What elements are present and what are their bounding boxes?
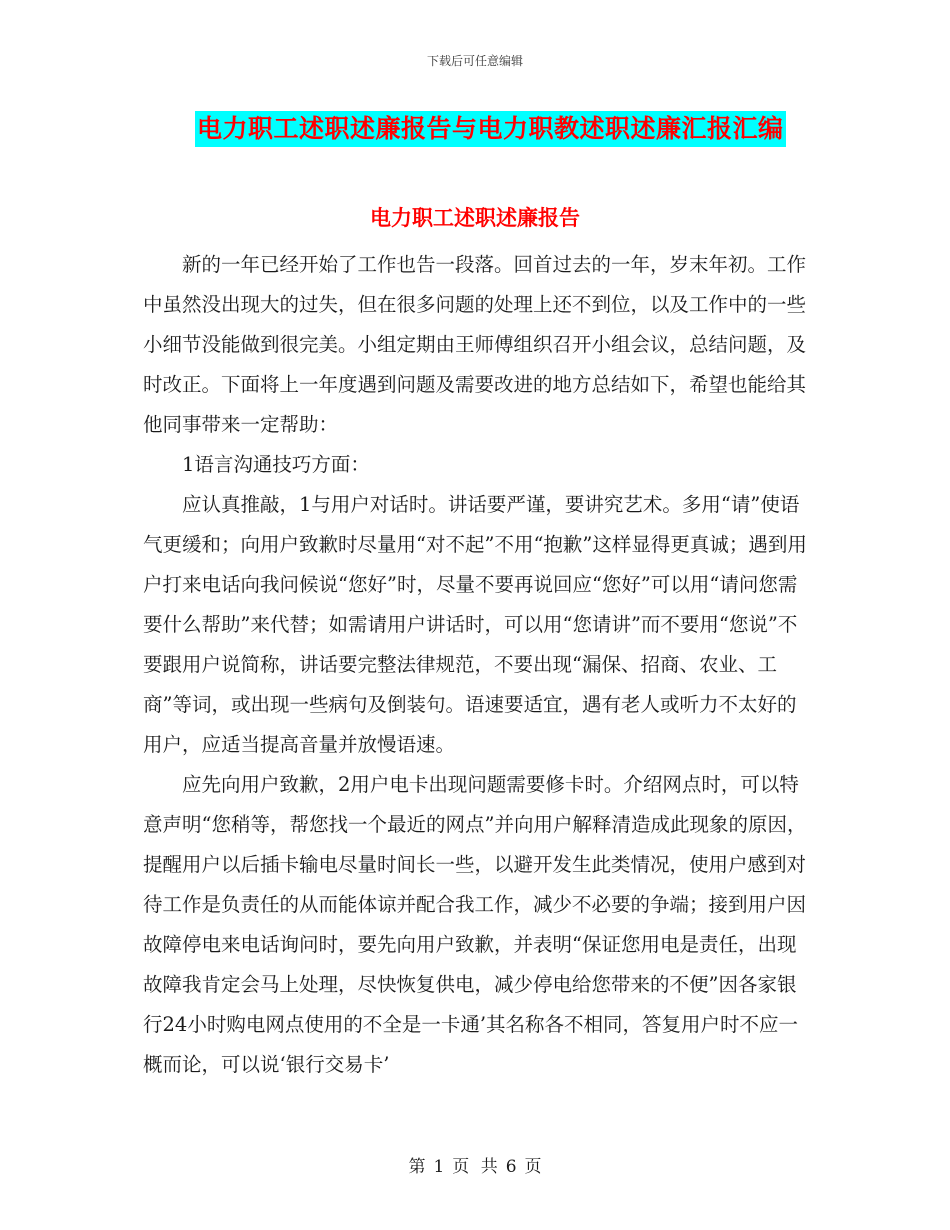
footer-middle: 页 共 bbox=[452, 1157, 498, 1177]
paragraph-communication: 应认真推敲，1与用户对话时。讲话要严谨，要讲究艺术。多用“请”使语气更缓和；向用户致歉时尽量用“对不起”不用“抱歉”这样显得更真诚；遇到用户打来电话向我问候说“您好”时，尽量不要再说回应“您好”可以用“请问您需要什么帮助”来代替；如需请用户讲话时，可以用“您请讲”而不要用“您说”不要跟用户说简称，讲话要完整法律规范，不要出现“漏保、招商、农业、工商”等词，或出现一些病句及倒装句。语速要适宜，遇有老人或听力不太好的用户，应适当提高音量并放慢语速。 bbox=[143, 493, 807, 756]
section-title: 电力职工述职述廉报告 bbox=[370, 206, 580, 230]
footer-total-pages: 6 bbox=[505, 1157, 517, 1177]
paragraph-card-repair: 应先向用户致歉，2用户电卡出现问题需要修卡时。介绍网点时，可以特意声明“您稍等，帮您找一个最近的网点”并向用户解释清造成此现象的原因，提醒用户以后插卡输电尽量时间长一些，以避开发生此类情况，使用户感到对待工作是负责任的从而能体谅并配合我工作，减少不必要的争端；接到用户因故障停电来电话询问时，要先向用户致歉，并表明“保证您用电是责任，出现故障我肯定会马上处理，尽快恢复供电，减少停电给您带来的不便”因各家银行24小时购电网点使用的不全是一卡通’其名称各不相同，答复用户时不应一概而论，可以说‘银行交易卡’ bbox=[143, 773, 807, 1076]
page-footer bbox=[0, 1152, 950, 1177]
document-body bbox=[143, 245, 813, 1085]
footer-prefix: 第 bbox=[408, 1157, 426, 1177]
paragraph-heading-1: 1语言沟通技巧方面： bbox=[182, 453, 370, 476]
main-title-wrap bbox=[195, 111, 786, 147]
header-note: 下载后可任意编辑 bbox=[426, 54, 523, 68]
paragraph-intro: 新的一年已经开始了工作也告一段落。回首过去的一年，岁末年初。工作中虽然没出现大的过失，但在很多问题的处理上还不到位，以及工作中的一些小细节没能做到很完美。小组定期由王师傅组织召开小组会议，总结问题，及时改正。下面将上一年度遇到问题及需要改进的地方总结如下，希望也能给其他同事带来一定帮助： bbox=[143, 253, 807, 436]
footer-suffix: 页 bbox=[524, 1157, 542, 1177]
main-title: 电力职工述职述廉报告与电力职教述职述廉汇报汇编 bbox=[195, 111, 786, 147]
footer-page-number: 1 bbox=[433, 1157, 445, 1177]
